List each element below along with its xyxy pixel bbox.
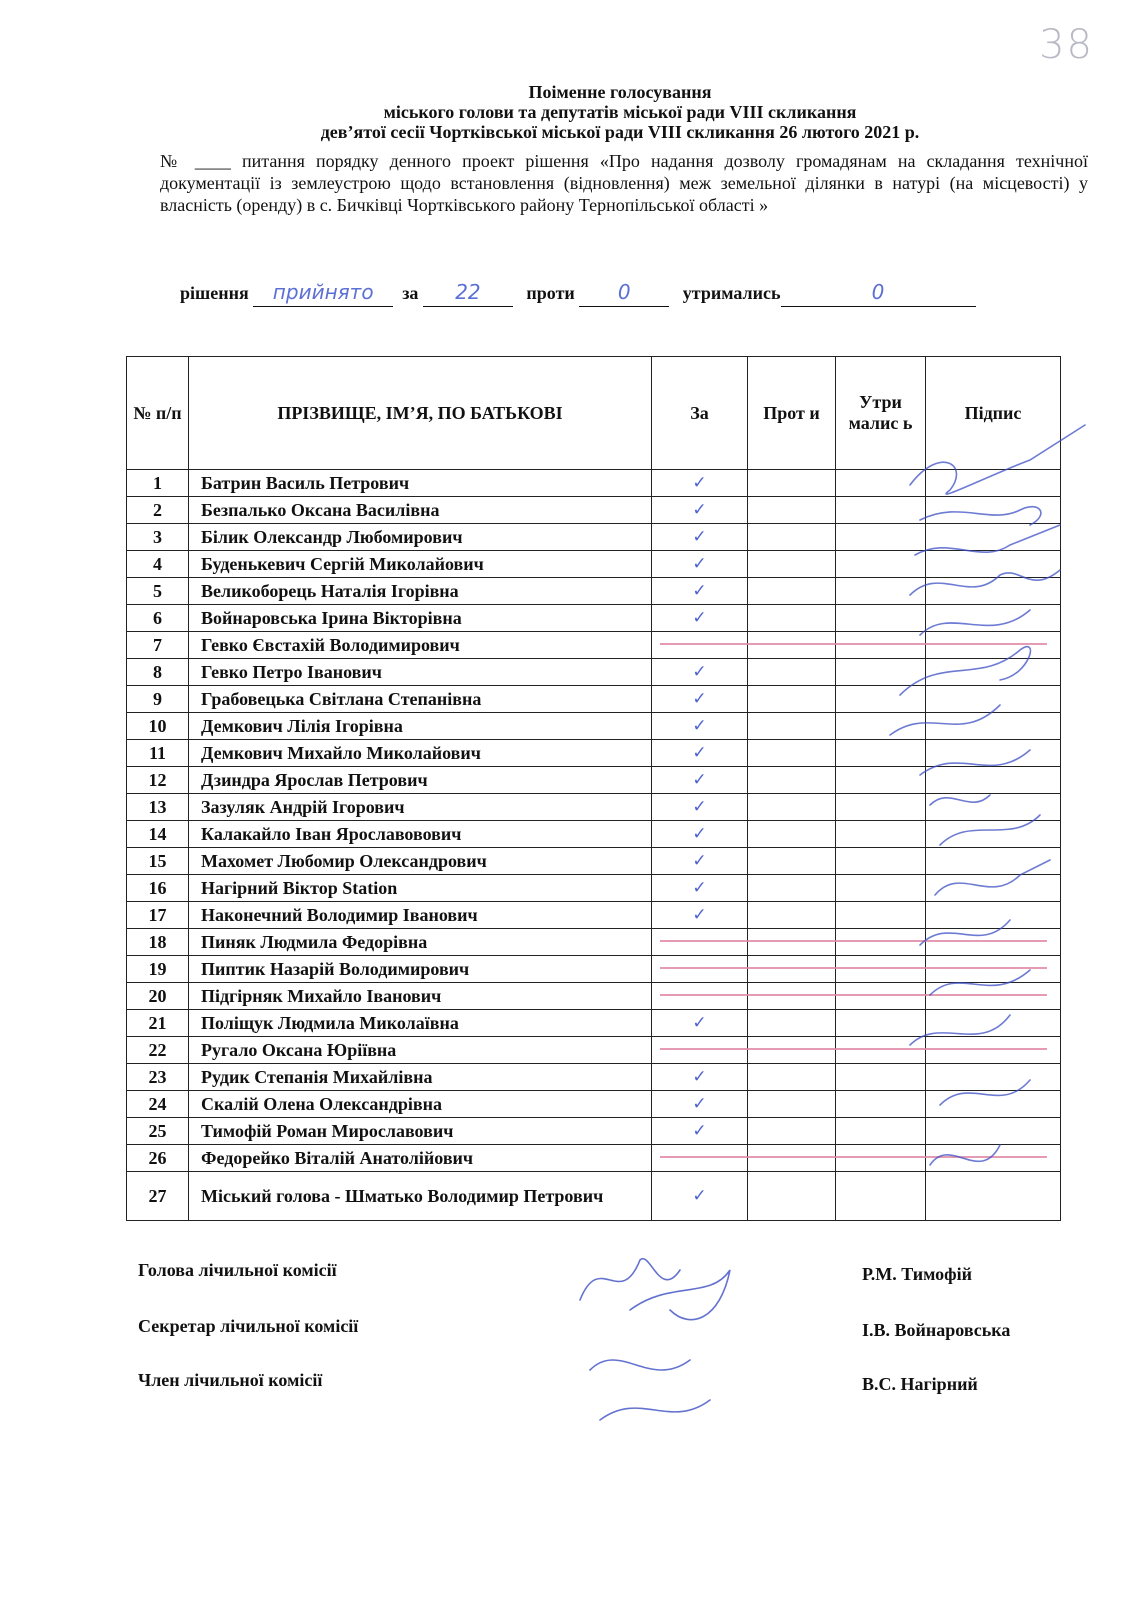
against-count: 0 — [579, 282, 669, 307]
vote-against-cell — [748, 767, 836, 794]
vote-for-cell: ✓ — [652, 659, 748, 686]
vote-for-cell: ✓ — [652, 497, 748, 524]
vote-against-cell — [748, 632, 836, 659]
row-number: 22 — [127, 1037, 189, 1064]
decision-line — [180, 282, 1060, 307]
row-number: 15 — [127, 848, 189, 875]
row-number: 7 — [127, 632, 189, 659]
vote-for-cell: ✓ — [652, 875, 748, 902]
vote-for-cell — [652, 983, 748, 1010]
header-for: За — [652, 357, 748, 470]
member-name: Зазуляк Андрій Ігорович — [189, 794, 652, 821]
member-name: Пиняк Людмила Федорівна — [189, 929, 652, 956]
member-name: Безпалько Оксана Василівна — [189, 497, 652, 524]
vote-against-cell — [748, 524, 836, 551]
page-number: 38 — [1039, 22, 1094, 68]
vote-against-cell — [748, 1010, 836, 1037]
vote-for-cell: ✓ — [652, 794, 748, 821]
row-number: 20 — [127, 983, 189, 1010]
commission-signatures — [560, 1240, 760, 1460]
vote-against-cell — [748, 1145, 836, 1172]
vote-for-cell: ✓ — [652, 821, 748, 848]
member-name: Буденькевич Сергій Миколайович — [189, 551, 652, 578]
signature-column-scribbles — [880, 405, 1090, 1205]
vote-against-cell — [748, 848, 836, 875]
vote-for-cell: ✓ — [652, 713, 748, 740]
row-number: 24 — [127, 1091, 189, 1118]
vote-against-cell — [748, 740, 836, 767]
row-number: 8 — [127, 659, 189, 686]
row-number: 16 — [127, 875, 189, 902]
for-label: за — [402, 283, 419, 303]
title-line-3: дев’ятої сесії Чортківської міської ради VIII скликання 26 лютого 2021 р. — [320, 122, 920, 142]
row-number: 9 — [127, 686, 189, 713]
vote-for-cell: ✓ — [652, 902, 748, 929]
vote-for-cell — [652, 1037, 748, 1064]
member-name: Підгірняк Михайло Іванович — [189, 983, 652, 1010]
member-name: Гевко Петро Іванович — [189, 659, 652, 686]
header-name: ПРІЗВИЩЕ, ІМ’Я, ПО БАТЬКОВІ — [189, 357, 652, 470]
vote-against-cell — [748, 875, 836, 902]
vote-against-cell — [748, 686, 836, 713]
commission-member-name: В.С. Нагірний — [862, 1374, 978, 1394]
vote-against-cell — [748, 470, 836, 497]
commission-head-label: Голова лічильної комісії — [138, 1260, 337, 1280]
vote-for-cell: ✓ — [652, 470, 748, 497]
vote-for-cell: ✓ — [652, 686, 748, 713]
member-name: Рудик Степанія Михайлівна — [189, 1064, 652, 1091]
row-number: 14 — [127, 821, 189, 848]
row-number: 21 — [127, 1010, 189, 1037]
member-name: Дзиндра Ярослав Петрович — [189, 767, 652, 794]
row-number: 26 — [127, 1145, 189, 1172]
row-number: 5 — [127, 578, 189, 605]
row-number: 27 — [127, 1172, 189, 1221]
member-name: Білик Олександр Любомирович — [189, 524, 652, 551]
abstained-count: 0 — [781, 282, 976, 307]
vote-against-cell — [748, 578, 836, 605]
abstained-label: утримались — [682, 283, 781, 303]
row-number: 13 — [127, 794, 189, 821]
vote-for-cell — [652, 632, 748, 659]
member-name: Демкович Лілія Ігорівна — [189, 713, 652, 740]
member-name: Поліщук Людмила Миколаївна — [189, 1010, 652, 1037]
vote-for-cell: ✓ — [652, 740, 748, 767]
title-line-1: Поіменне голосування — [528, 82, 712, 102]
vote-for-cell: ✓ — [652, 605, 748, 632]
vote-against-cell — [748, 821, 836, 848]
member-name: Нагірний Віктор Station — [189, 875, 652, 902]
vote-against-cell — [748, 659, 836, 686]
commission-member-label: Член лічильної комісії — [138, 1370, 323, 1390]
vote-for-cell: ✓ — [652, 1172, 748, 1221]
vote-against-cell — [748, 551, 836, 578]
row-number: 10 — [127, 713, 189, 740]
vote-against-cell — [748, 1064, 836, 1091]
header-signature: Підпис — [926, 357, 1061, 470]
row-number: 6 — [127, 605, 189, 632]
vote-against-cell — [748, 1118, 836, 1145]
member-name: Гевко Євстахій Володимирович — [189, 632, 652, 659]
vote-for-cell: ✓ — [652, 524, 748, 551]
vote-against-cell — [748, 497, 836, 524]
header-abstained: Утри малис ь — [836, 357, 926, 470]
row-number: 23 — [127, 1064, 189, 1091]
vote-for-cell: ✓ — [652, 767, 748, 794]
vote-against-cell — [748, 983, 836, 1010]
vote-for-cell: ✓ — [652, 578, 748, 605]
vote-for-cell: ✓ — [652, 1118, 748, 1145]
commission-head-name: Р.М. Тимофій — [862, 1264, 973, 1284]
vote-for-cell: ✓ — [652, 1010, 748, 1037]
row-number: 4 — [127, 551, 189, 578]
member-name: Міський голова - Шматько Володимир Петрович — [189, 1172, 652, 1221]
member-name: Войнаровська Ірина Вікторівна — [189, 605, 652, 632]
vote-against-cell — [748, 1037, 836, 1064]
vote-for-cell — [652, 1145, 748, 1172]
vote-for-cell: ✓ — [652, 1091, 748, 1118]
vote-against-cell — [748, 1172, 836, 1221]
agenda-question: № ____ питання порядку денного проект рішення «Про надання дозволу громадянам на складання технічної документації із землеустрою щодо встановлення (відновлення) меж земельної ділянки в натурі (на місцевості) у власність (оренду) в с. Бичківці Чортківського району Тернопільської області » — [160, 151, 1088, 215]
row-number: 1 — [127, 470, 189, 497]
decision-value: прийнято — [253, 282, 393, 307]
row-number: 2 — [127, 497, 189, 524]
member-name: Скалій Олена Олександрівна — [189, 1091, 652, 1118]
decision-label: рішення — [180, 283, 249, 303]
member-name: Великоборець Наталія Ігорівна — [189, 578, 652, 605]
member-name: Федорейко Віталій Анатолійович — [189, 1145, 652, 1172]
row-number: 11 — [127, 740, 189, 767]
member-name: Грабовецька Світлана Степанівна — [189, 686, 652, 713]
header-num: № п/п — [127, 357, 189, 470]
title-line-2: міського голови та депутатів міської ради VIII скликання — [383, 102, 857, 122]
row-number: 25 — [127, 1118, 189, 1145]
document-title — [160, 82, 1080, 142]
commission-secretary-label: Секретар лічильної комісії — [138, 1316, 359, 1336]
member-name: Батрин Василь Петрович — [189, 470, 652, 497]
vote-against-cell — [748, 605, 836, 632]
for-count: 22 — [423, 282, 513, 307]
header-against: Прот и — [748, 357, 836, 470]
member-name: Ругало Оксана Юріївна — [189, 1037, 652, 1064]
member-name: Демкович Михайло Миколайович — [189, 740, 652, 767]
row-number: 19 — [127, 956, 189, 983]
commission-secretary-name: І.В. Войнаровська — [862, 1320, 1011, 1340]
vote-against-cell — [748, 902, 836, 929]
vote-for-cell — [652, 929, 748, 956]
vote-for-cell: ✓ — [652, 848, 748, 875]
row-number: 12 — [127, 767, 189, 794]
row-number: 17 — [127, 902, 189, 929]
vote-for-cell — [652, 956, 748, 983]
vote-against-cell — [748, 956, 836, 983]
against-label: проти — [526, 283, 575, 303]
row-number: 18 — [127, 929, 189, 956]
vote-against-cell — [748, 1091, 836, 1118]
vote-against-cell — [748, 929, 836, 956]
vote-against-cell — [748, 794, 836, 821]
vote-for-cell: ✓ — [652, 1064, 748, 1091]
member-name: Тимофій Роман Мирославович — [189, 1118, 652, 1145]
member-name: Пиптик Назарій Володимирович — [189, 956, 652, 983]
vote-against-cell — [748, 713, 836, 740]
member-name: Махомет Любомир Олександрович — [189, 848, 652, 875]
member-name: Калакайло Іван Ярославовович — [189, 821, 652, 848]
row-number: 3 — [127, 524, 189, 551]
vote-for-cell: ✓ — [652, 551, 748, 578]
member-name: Наконечний Володимир Іванович — [189, 902, 652, 929]
